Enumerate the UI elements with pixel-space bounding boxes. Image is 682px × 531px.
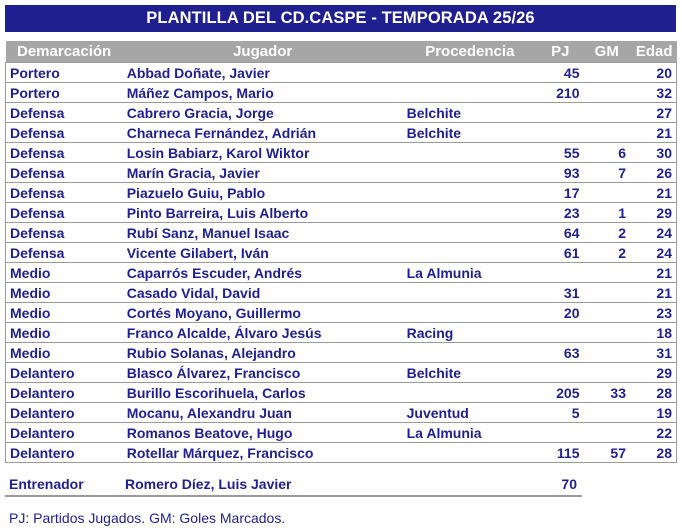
cell-jugador: Cabrero Gracia, Jorge bbox=[123, 103, 403, 123]
cell-jugador: Rubio Solanas, Alejandro bbox=[123, 343, 403, 363]
cell-pj: 210 bbox=[537, 83, 583, 103]
cell-edad: 19 bbox=[630, 403, 677, 423]
table-row bbox=[6, 383, 677, 403]
cell-gm bbox=[584, 303, 630, 323]
table-row bbox=[6, 243, 677, 263]
table-row bbox=[6, 123, 677, 143]
cell-procedencia: Belchite bbox=[403, 363, 537, 383]
page-title: PLANTILLA DEL CD.CASPE - TEMPORADA 25/26 bbox=[5, 5, 676, 32]
cell-demarcacion: Defensa bbox=[6, 183, 123, 203]
cell-demarcacion: Delantero bbox=[6, 403, 123, 423]
cell-demarcacion: Defensa bbox=[6, 103, 123, 123]
cell-gm: 7 bbox=[584, 163, 630, 183]
cell-pj: 5 bbox=[537, 403, 583, 423]
cell-procedencia bbox=[403, 163, 537, 183]
cell-edad: 21 bbox=[630, 183, 677, 203]
cell-procedencia bbox=[403, 203, 537, 223]
cell-jugador: Marín Gracia, Javier bbox=[123, 163, 403, 183]
cell-edad: 24 bbox=[630, 223, 677, 243]
cell-gm bbox=[584, 323, 630, 343]
table-row bbox=[6, 63, 677, 83]
cell-gm: 33 bbox=[584, 383, 630, 403]
cell-jugador: Mocanu, Alexandru Juan bbox=[123, 403, 403, 423]
cell-pj bbox=[537, 103, 583, 123]
table-row bbox=[6, 343, 677, 363]
cell-procedencia bbox=[403, 283, 537, 303]
cell-pj: 20 bbox=[537, 303, 583, 323]
cell-edad: 21 bbox=[630, 283, 677, 303]
table-header bbox=[6, 41, 677, 63]
cell-gm bbox=[584, 263, 630, 283]
cell-procedencia: Belchite bbox=[403, 123, 537, 143]
cell-pj bbox=[537, 423, 583, 443]
cell-gm: 2 bbox=[584, 223, 630, 243]
cell-procedencia bbox=[403, 383, 537, 403]
cell-pj: 93 bbox=[537, 163, 583, 183]
cell-jugador: Rotellar Márquez, Francisco bbox=[123, 443, 403, 463]
cell-gm: 1 bbox=[584, 203, 630, 223]
cell-demarcacion: Medio bbox=[6, 323, 123, 343]
cell-pj: 63 bbox=[537, 343, 583, 363]
cell-demarcacion: Defensa bbox=[6, 143, 123, 163]
cell-gm: 6 bbox=[584, 143, 630, 163]
cell-edad: 20 bbox=[630, 63, 677, 83]
cell-demarcacion: Defensa bbox=[6, 163, 123, 183]
cell-pj bbox=[537, 363, 583, 383]
table-row bbox=[6, 143, 677, 163]
cell-pj: 115 bbox=[537, 443, 583, 463]
table-row bbox=[6, 283, 677, 303]
cell-procedencia bbox=[403, 63, 537, 83]
cell-jugador: Caparrós Escuder, Andrés bbox=[123, 263, 403, 283]
cell-pj bbox=[537, 123, 583, 143]
cell-procedencia bbox=[403, 223, 537, 243]
table-row bbox=[6, 203, 677, 223]
table-row bbox=[6, 83, 677, 103]
coach-name: Romero Díez, Luis Javier bbox=[125, 476, 292, 492]
table-row bbox=[6, 103, 677, 123]
cell-edad: 22 bbox=[630, 423, 677, 443]
cell-procedencia: Racing bbox=[403, 323, 537, 343]
table-row bbox=[6, 163, 677, 183]
cell-pj bbox=[537, 263, 583, 283]
cell-demarcacion: Portero bbox=[6, 63, 123, 83]
table-row bbox=[6, 303, 677, 323]
cell-demarcacion: Medio bbox=[6, 343, 123, 363]
cell-gm bbox=[584, 403, 630, 423]
cell-pj: 23 bbox=[537, 203, 583, 223]
cell-jugador: Cortés Moyano, Guillermo bbox=[123, 303, 403, 323]
cell-demarcacion: Defensa bbox=[6, 123, 123, 143]
cell-gm: 57 bbox=[584, 443, 630, 463]
header-edad: Edad bbox=[630, 41, 677, 63]
cell-edad: 21 bbox=[630, 263, 677, 283]
cell-procedencia bbox=[403, 343, 537, 363]
cell-gm bbox=[584, 83, 630, 103]
cell-pj: 31 bbox=[537, 283, 583, 303]
coach-pj: 70 bbox=[561, 476, 577, 492]
cell-edad: 23 bbox=[630, 303, 677, 323]
cell-gm bbox=[584, 363, 630, 383]
cell-gm bbox=[584, 123, 630, 143]
table-row bbox=[6, 363, 677, 383]
cell-jugador: Abbad Doñate, Javier bbox=[123, 63, 403, 83]
cell-pj: 17 bbox=[537, 183, 583, 203]
table-row bbox=[6, 443, 677, 463]
header-gm: GM bbox=[584, 41, 630, 63]
cell-jugador: Franco Alcalde, Álvaro Jesús bbox=[123, 323, 403, 343]
cell-gm bbox=[584, 103, 630, 123]
table-row bbox=[6, 423, 677, 443]
cell-demarcacion: Delantero bbox=[6, 363, 123, 383]
header-pj: PJ bbox=[537, 41, 583, 63]
cell-pj: 61 bbox=[537, 243, 583, 263]
cell-jugador: Losin Babiarz, Karol Wiktor bbox=[123, 143, 403, 163]
table-row bbox=[6, 223, 677, 243]
cell-pj bbox=[537, 323, 583, 343]
cell-demarcacion: Defensa bbox=[6, 203, 123, 223]
cell-demarcacion: Medio bbox=[6, 303, 123, 323]
cell-gm bbox=[584, 63, 630, 83]
footnote: PJ: Partidos Jugados. GM: Goles Marcados. bbox=[9, 510, 286, 526]
cell-gm: 2 bbox=[584, 243, 630, 263]
cell-pj: 45 bbox=[537, 63, 583, 83]
header-row bbox=[6, 41, 677, 63]
header-procedencia: Procedencia bbox=[403, 41, 537, 63]
cell-gm bbox=[584, 423, 630, 443]
cell-jugador: Pinto Barreira, Luis Alberto bbox=[123, 203, 403, 223]
cell-procedencia bbox=[403, 443, 537, 463]
cell-jugador: Rubí Sanz, Manuel Isaac bbox=[123, 223, 403, 243]
cell-edad: 21 bbox=[630, 123, 677, 143]
table-row bbox=[6, 263, 677, 283]
cell-procedencia: La Almunia bbox=[403, 263, 537, 283]
table-row bbox=[6, 183, 677, 203]
cell-jugador: Charneca Fernández, Adrián bbox=[123, 123, 403, 143]
cell-edad: 27 bbox=[630, 103, 677, 123]
cell-edad: 18 bbox=[630, 323, 677, 343]
cell-demarcacion: Delantero bbox=[6, 443, 123, 463]
cell-edad: 29 bbox=[630, 363, 677, 383]
cell-procedencia bbox=[403, 243, 537, 263]
header-jugador: Jugador bbox=[123, 41, 403, 63]
cell-procedencia: Juventud bbox=[403, 403, 537, 423]
table-row bbox=[6, 323, 677, 343]
cell-gm bbox=[584, 343, 630, 363]
cell-demarcacion: Defensa bbox=[6, 223, 123, 243]
cell-jugador: Burillo Escorihuela, Carlos bbox=[123, 383, 403, 403]
cell-procedencia bbox=[403, 143, 537, 163]
cell-gm bbox=[584, 183, 630, 203]
coach-role: Entrenador bbox=[9, 476, 84, 492]
cell-edad: 30 bbox=[630, 143, 677, 163]
cell-pj: 205 bbox=[537, 383, 583, 403]
cell-demarcacion: Delantero bbox=[6, 423, 123, 443]
cell-procedencia: Belchite bbox=[403, 103, 537, 123]
cell-demarcacion: Delantero bbox=[6, 383, 123, 403]
cell-edad: 31 bbox=[630, 343, 677, 363]
squad-table bbox=[5, 41, 677, 463]
cell-edad: 28 bbox=[630, 443, 677, 463]
cell-jugador: Romanos Beatove, Hugo bbox=[123, 423, 403, 443]
cell-procedencia bbox=[403, 183, 537, 203]
cell-demarcacion: Portero bbox=[6, 83, 123, 103]
cell-edad: 24 bbox=[630, 243, 677, 263]
cell-jugador: Vicente Gilabert, Iván bbox=[123, 243, 403, 263]
coach-row bbox=[5, 475, 582, 497]
table-body bbox=[6, 63, 677, 463]
cell-edad: 28 bbox=[630, 383, 677, 403]
cell-demarcacion: Medio bbox=[6, 283, 123, 303]
cell-procedencia bbox=[403, 303, 537, 323]
cell-edad: 29 bbox=[630, 203, 677, 223]
cell-jugador: Máñez Campos, Mario bbox=[123, 83, 403, 103]
header-demarcacion: Demarcación bbox=[6, 41, 123, 63]
cell-edad: 32 bbox=[630, 83, 677, 103]
cell-procedencia bbox=[403, 83, 537, 103]
cell-jugador: Casado Vidal, David bbox=[123, 283, 403, 303]
cell-edad: 26 bbox=[630, 163, 677, 183]
cell-jugador: Blasco Álvarez, Francisco bbox=[123, 363, 403, 383]
table-row bbox=[6, 403, 677, 423]
cell-pj: 64 bbox=[537, 223, 583, 243]
cell-demarcacion: Medio bbox=[6, 263, 123, 283]
cell-procedencia: La Almunia bbox=[403, 423, 537, 443]
cell-demarcacion: Defensa bbox=[6, 243, 123, 263]
cell-jugador: Piazuelo Guiu, Pablo bbox=[123, 183, 403, 203]
cell-pj: 55 bbox=[537, 143, 583, 163]
cell-gm bbox=[584, 283, 630, 303]
